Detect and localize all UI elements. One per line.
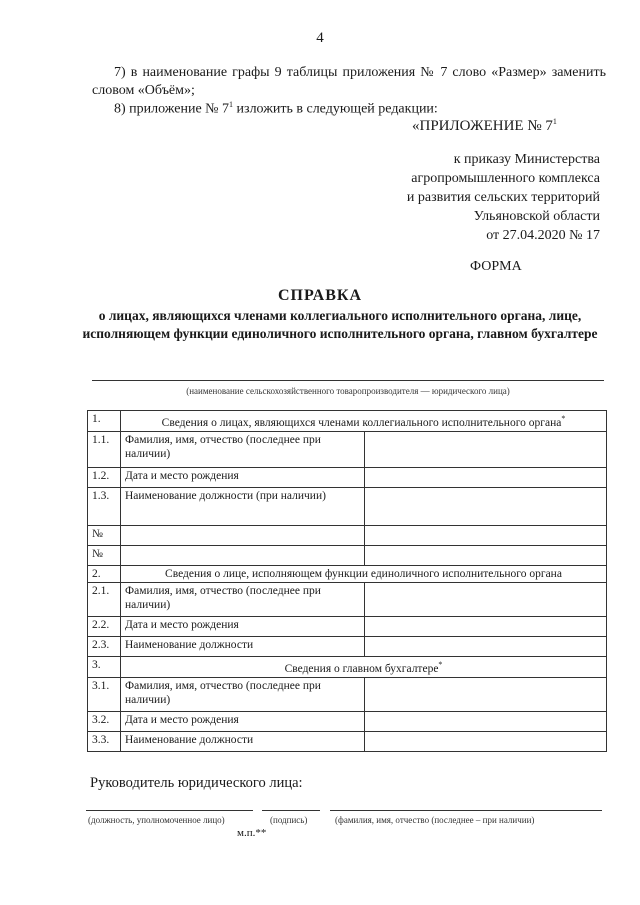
row-number: 1.1. [88, 431, 121, 467]
section-heading: Сведения о лице, исполняющем функции единоличного исполнительного органа [121, 565, 607, 582]
footnote-mark: * [438, 659, 443, 669]
row-number: 3.1. [88, 677, 121, 711]
row-label [121, 545, 365, 565]
row-number: 3.3. [88, 731, 121, 751]
row-value [365, 677, 607, 711]
row-label: Фамилия, имя, отчество (последнее при наличии) [121, 677, 365, 711]
section-heading [121, 411, 607, 432]
document-subtitle: о лицах, являющихся членами коллегиального исполнительного органа, лице, исполняющем функции единоличного исполнительного органа, главном бухгалтере [82, 308, 598, 341]
row-number: 1.3. [88, 487, 121, 525]
row-number: 3. [88, 656, 121, 677]
table-row [88, 467, 607, 487]
row-label: Наименование должности (при наличии) [121, 487, 365, 525]
row-value [365, 582, 607, 616]
paragraph-8 [92, 100, 438, 118]
section-row [88, 656, 607, 677]
order-line: агропромышленного комплекса [411, 171, 600, 186]
table-row [88, 711, 607, 731]
table-row [88, 487, 607, 525]
row-number: 2.3. [88, 636, 121, 656]
paragraph-8-text: 8) приложение № 7 [114, 101, 230, 117]
table-row [88, 545, 607, 565]
row-number: № [88, 525, 121, 545]
section-row [88, 565, 607, 582]
appendix-heading-sup: 1 [552, 117, 557, 126]
row-value [365, 616, 607, 636]
order-reference [330, 150, 600, 245]
section-heading-text: Сведения о лицах, являющихся членами коллегиального исполнительного органа [161, 416, 562, 429]
row-label: Дата и место рождения [121, 711, 365, 731]
order-line: от 27.04.2020 № 17 [486, 228, 600, 243]
entity-name-line [92, 380, 604, 381]
section-heading [121, 656, 607, 677]
row-label: Фамилия, имя, отчество (последнее при наличии) [121, 582, 365, 616]
row-number: 2. [88, 565, 121, 582]
form-label: ФОРМА [470, 259, 522, 274]
row-value [365, 711, 607, 731]
table-row [88, 525, 607, 545]
stamp-place: м.п.** [237, 827, 267, 839]
row-number: № [88, 545, 121, 565]
signature-line [262, 810, 320, 811]
row-number: 1.2. [88, 467, 121, 487]
row-value [365, 487, 607, 525]
row-value [365, 525, 607, 545]
section-heading-text: Сведения о главном бухгалтере [284, 662, 439, 675]
signature-caption: (подпись) [270, 815, 308, 825]
row-label [121, 525, 365, 545]
footnote-mark: * [561, 414, 566, 423]
row-label: Наименование должности [121, 731, 365, 751]
row-value [365, 636, 607, 656]
table-row [88, 731, 607, 751]
page-number: 4 [316, 30, 324, 46]
order-line: Ульяновской области [473, 209, 600, 224]
row-label: Дата и место рождения [121, 467, 365, 487]
paragraph-8-sup: 1 [229, 100, 234, 109]
row-label: Наименование должности [121, 636, 365, 656]
table-row [88, 431, 607, 467]
head-signature-label: Руководитель юридического лица: [90, 775, 303, 791]
paragraph-8-text-end: изложить в следующей редакции: [233, 101, 438, 117]
document-title: СПРАВКА [277, 287, 363, 304]
appendix-heading [412, 117, 557, 135]
row-number: 2.1. [88, 582, 121, 616]
name-line [330, 810, 602, 811]
paragraph-7: 7) в наименование графы 9 таблицы приложения № 7 слово «Размер» заменить словом «Объём»; [92, 65, 606, 98]
row-label: Дата и место рождения [121, 616, 365, 636]
entity-name-caption: (наименование сельскохозяйственного товаропроизводителя — юридического лица) [186, 386, 510, 396]
name-caption: (фамилия, имя, отчество (последнее – при наличии) [335, 815, 535, 825]
row-number: 1. [88, 411, 121, 432]
table-row [88, 677, 607, 711]
table-row [88, 636, 607, 656]
row-value [365, 545, 607, 565]
table-row [88, 582, 607, 616]
position-caption: (должность, уполномоченное лицо) [88, 815, 225, 825]
row-value [365, 431, 607, 467]
info-table [87, 410, 607, 752]
table-row [88, 616, 607, 636]
row-value [365, 467, 607, 487]
row-value [365, 731, 607, 751]
row-number: 3.2. [88, 711, 121, 731]
row-number: 2.2. [88, 616, 121, 636]
row-label: Фамилия, имя, отчество (последнее при наличии) [121, 431, 365, 467]
section-row [88, 411, 607, 432]
order-line: к приказу Министерства [453, 152, 600, 167]
position-line [86, 810, 253, 811]
order-line: и развития сельских территорий [406, 190, 600, 205]
appendix-heading-text: «ПРИЛОЖЕНИЕ № 7 [412, 118, 553, 134]
